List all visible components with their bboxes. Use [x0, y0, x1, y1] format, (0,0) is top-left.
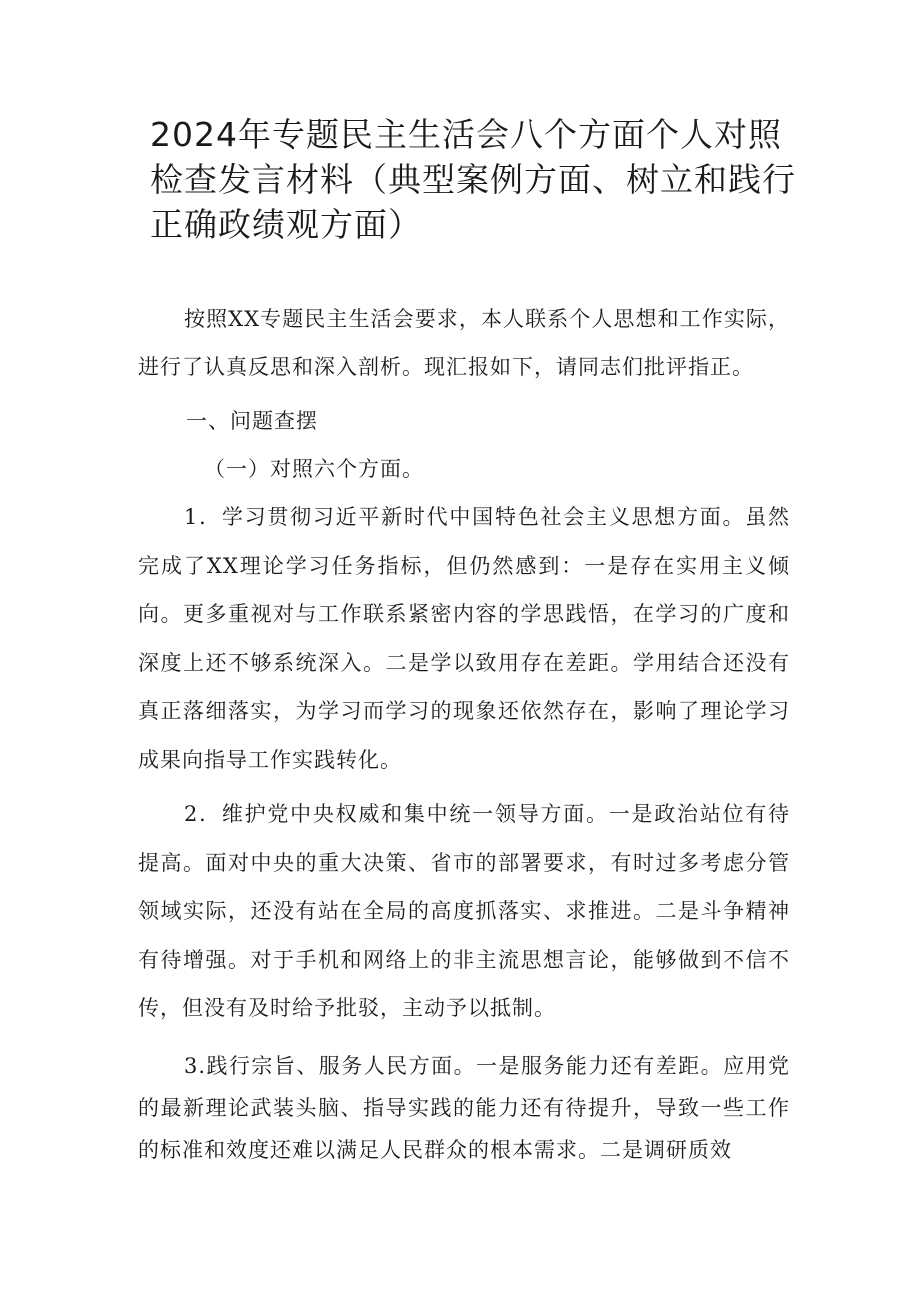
- item-number: 3.: [184, 1053, 207, 1078]
- document-title: 2024年专题民主生活会八个方面个人对照检查发言材料（典型案例方面、树立和践行正确政绩观方面）: [150, 115, 796, 244]
- subsection-heading: （一）对照六个方面。: [204, 457, 424, 482]
- item-number: 2: [184, 802, 199, 827]
- intro-paragraph: 按照XX专题民主生活会要求，本人联系个人思想和工作实际，进行了认真反思和深入剖析。现汇报如下，请同志们批评指正。: [138, 307, 790, 379]
- item-number: 1: [184, 505, 199, 530]
- item-text: ．学习贯彻习近平新时代中国特色社会主义思想方面。虽然完成了XX理论学习任务指标，但仍然感到：一是存在实用主义倾向。更多重视对与工作联系紧密内容的学思践悟，在学习的广度和深度上还不够系统深入。二是学以致用存在差距。学用结合还没有真正落细落实，为学习而学习的现象还依然存在，影响了理论学习成果向指导工作实践转化。: [138, 505, 790, 772]
- item-text: ．维护党中央权威和集中统一领导方面。一是政治站位有待提高。面对中央的重大决策、省市的部署要求，有时过多考虑分管领域实际，还没有站在全局的高度抓落实、求推进。二是斗争精神有待增强。对于手机和网络上的非主流思想言论，能够做到不信不传，但没有及时给予批驳，主动予以抵制。: [138, 802, 790, 1021]
- list-item-1: [138, 493, 790, 784]
- section-heading: 一、问题查摆: [186, 409, 318, 434]
- item-text: 践行宗旨、服务人民方面。一是服务能力还有差距。应用党的最新理论武装头脑、指导实践的能力还有待提升，导致一些工作的标准和效度还难以满足人民群众的根本需求。二是调研质效: [138, 1053, 790, 1162]
- list-item-2: [138, 790, 790, 1033]
- list-item-3: [138, 1045, 790, 1171]
- document-body: [138, 296, 790, 1171]
